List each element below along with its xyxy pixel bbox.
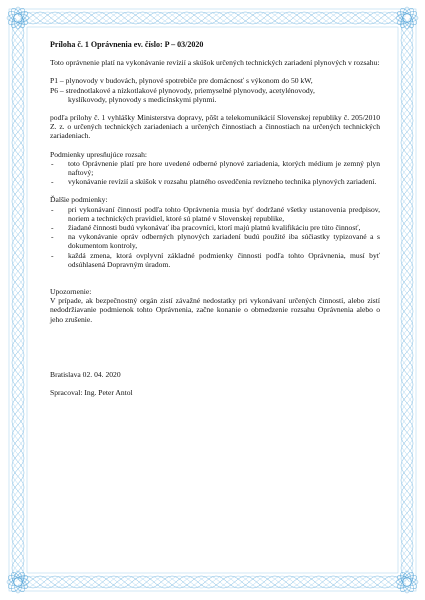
scope-line-p6: P6 – strednotlakové a nízkotlakové plynovody, priemyselné plynovody, acetylénovody, — [50, 85, 315, 95]
other-conditions-heading: Ďalšie podmienky: — [50, 195, 108, 205]
scope-line-p6-continuation: kyslíkovody, plynovody s medicínskymi plynmi. — [68, 94, 217, 104]
conditions-section — [50, 150, 380, 187]
prepared-by: Spracoval: Ing. Peter Antol — [50, 388, 133, 398]
list-item: - žiadané činnosti budú vykonávať iba pracovníci, ktorí majú platnú kvalifikáciu pre túto činnosť, — [50, 223, 380, 232]
document-body — [50, 40, 380, 397]
notice-heading: Upozornenie: — [50, 287, 92, 297]
conditions-heading: Podmienky upresňujúce rozsah: — [50, 149, 148, 159]
intro-paragraph: Toto oprávnenie platí na vykonávanie revízií a skúšok určených technických zariadení plynových v rozsahu: — [50, 58, 380, 68]
conditions-list — [50, 159, 380, 187]
list-item: - toto Oprávnenie platí pre hore uvedené odberné plynové zariadenia, ktorých médium je zemný plyn naftový; — [50, 159, 380, 177]
legal-basis-paragraph: podľa prílohy č. 1 vyhlášky Ministerstva dopravy, pôšt a telekomunikácií Slovenskej republiky č. 205/2010 Z. z. o určených technických zariadeniach a určených činnostiach a činnostiach na určených technických zariadeniach. — [50, 113, 380, 141]
scope-line-p1: P1 – plynovody v budovách, plynové spotrebiče pre domácnosť s výkonom do 50 kW, — [50, 76, 313, 86]
notice-section — [50, 287, 380, 324]
list-item: - každá zmena, ktorá ovplyvní základné podmienky činnosti podľa tohto Oprávnenia, musí byť odsúhlasená Dopravným úradom. — [50, 251, 380, 269]
scope-list — [50, 76, 380, 104]
other-conditions-list — [50, 205, 380, 269]
other-conditions-section — [50, 195, 380, 269]
list-item: - na vykonávanie opráv odberných plynových zariadení budú použité iba súčiastky typizované a s dokumentom kontroly, — [50, 232, 380, 250]
list-item: - vykonávanie revízií a skúšok v rozsahu platného osvedčenia revízneho technika plynových zariadení. — [50, 177, 380, 186]
notice-text: V prípade, ak bezpečnostný orgán zistí závažné nedostatky pri vykonávaní určených činností, alebo zistí nedodržiavanie podmienok tohto Oprávnenia, začne konanie o obmedzenie rozsahu Oprávnenia alebo o jeho zrušenie. — [50, 296, 380, 324]
list-item: - pri vykonávaní činností podľa tohto Oprávnenia musia byť dodržané všetky ustanovenia predpisov, noriem a technických pravidiel, ktoré sú platné v Slovenskej republike, — [50, 205, 380, 223]
document-title: Príloha č. 1 Oprávnenia ev. číslo: P – 03/2020 — [50, 40, 204, 49]
place-date: Bratislava 02. 04. 2020 — [50, 369, 121, 379]
